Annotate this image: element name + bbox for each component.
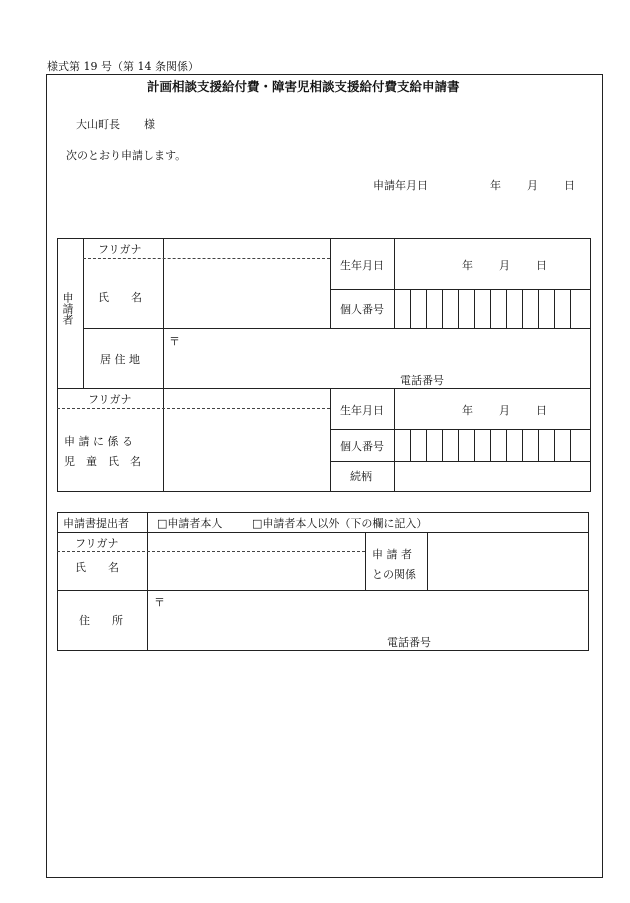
applicant-phone-label: 電話番号 (400, 374, 444, 387)
child-name-field[interactable] (165, 410, 328, 490)
child-birth-month: 月 (499, 404, 510, 417)
applicant-residence-field[interactable] (165, 330, 589, 387)
child-name-label-line1: 申 請 に 係 る (64, 435, 133, 448)
application-statement: 次のとおり申請します。 (66, 149, 187, 162)
child-name-label-line2: 児 童 氏 名 (64, 455, 141, 468)
applicant-name-label: 氏 名 (98, 291, 142, 304)
form-number: 様式第 19 号（第 14 条関係） (47, 60, 199, 73)
submitter-furigana-field[interactable] (149, 534, 363, 550)
applicant-furigana-field[interactable] (165, 240, 328, 257)
applicant-residence-label: 居 住 地 (100, 353, 140, 366)
applicant-section-label: 申請者 (61, 292, 74, 325)
child-birthdate-label: 生年月日 (340, 404, 384, 417)
date-day-label: 日 (564, 179, 575, 192)
submitter-name-field[interactable] (149, 553, 363, 589)
addressee: 大山町長 (76, 118, 120, 131)
applicant-personal-number-field[interactable] (395, 290, 589, 327)
applicant-personal-number-label: 個人番号 (340, 303, 384, 316)
child-relationship-label: 続柄 (350, 470, 372, 483)
submitter-address-label: 住 所 (79, 614, 123, 627)
submitter-relation-label-line2: との関係 (372, 568, 416, 581)
child-birth-day: 日 (536, 404, 547, 417)
submitter-name-label: 氏 名 (75, 561, 119, 574)
form-title: 計画相談支援給付費・障害児相談支援給付費支給申請書 (147, 79, 460, 94)
submitter-option-self[interactable]: □申請者本人 (157, 517, 223, 530)
date-month-label: 月 (527, 179, 538, 192)
submitter-furigana-label: フリガナ (75, 537, 119, 550)
submitter-relation-field[interactable] (429, 534, 587, 589)
date-year-label: 年 (490, 179, 501, 192)
applicant-postal-mark: 〒 (169, 335, 180, 348)
application-date-label: 申請年月日 (373, 179, 428, 192)
child-furigana-field[interactable] (165, 390, 328, 407)
submitter-phone-label: 電話番号 (387, 636, 431, 649)
submitter-postal-mark: 〒 (154, 596, 165, 609)
child-relationship-field[interactable] (395, 462, 589, 490)
honorific: 様 (144, 118, 155, 131)
child-personal-number-field[interactable] (395, 430, 589, 460)
applicant-name-field[interactable] (165, 260, 328, 327)
applicant-furigana-label: フリガナ (98, 243, 142, 256)
applicant-birth-month: 月 (499, 259, 510, 272)
submitter-option-other[interactable]: □申請者本人以外（下の欄に記入） (252, 517, 428, 530)
applicant-birth-day: 日 (536, 259, 547, 272)
applicant-birth-year: 年 (462, 259, 473, 272)
applicant-birthdate-label: 生年月日 (340, 259, 384, 272)
child-furigana-label: フリガナ (88, 393, 132, 406)
submitter-address-field[interactable] (149, 592, 587, 649)
submitter-relation-label-line1: 申 請 者 (372, 548, 412, 561)
child-birth-year: 年 (462, 404, 473, 417)
submitter-label: 申請書提出者 (63, 517, 129, 530)
child-personal-number-label: 個人番号 (340, 440, 384, 453)
